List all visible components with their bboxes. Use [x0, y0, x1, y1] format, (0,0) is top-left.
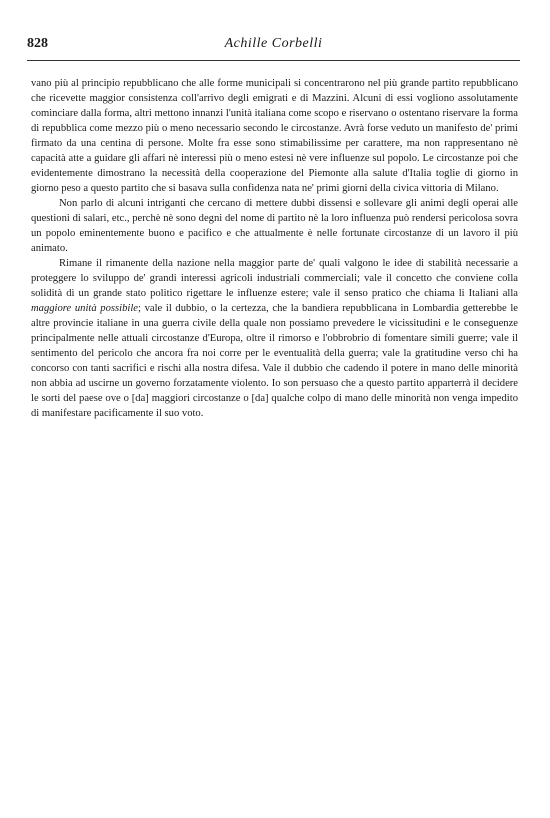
- page-number: 828: [27, 36, 48, 51]
- text-run: ; vale il dubbio, o la certezza, che la bandiera repubblicana in Lombardia getterebbe le altre provincie italiane in una guerra civile della quale non possiamo prevedere le vicissitudini e le conseguenze principalmente nelle attuali circostanze d'Europa, oltre il rimorso e l'obbrobrio di fomentare simili guerre; vale il sentimento del pericolo che ancora fra noi corre per le eventualità della guerra; vale la gratitudine verso chi ha concorso con tanti sacrifici e rischi alla nostra difesa. Vale il dubbio che cadendo il potere in mano delle minorità non abbia ad uscirne un governo forzatamente violento. Io son persuaso che a questo partito apparterrà il decidere le sorti del paese ove o [da] maggiori circostanze o [da] qualche colpo di mano delle minorità non venga impedito di manifestare pacificamente il suo voto.: [31, 303, 518, 419]
- paragraph: [31, 256, 518, 421]
- text-run: vano più al principio repubblicano che alle forme municipali si concentrarono nel più grande partito repubblicano che ricevette maggior consistenza coll'arrivo degli emigrati e di Mazzini. Alcuni di essi vogliono assolutamente cominciare dalla forma, altri mettono innanzi l'unità italiana come scopo e riservano o ostentano riservare la forma di repubblica come mezzo più o meno necessario secondo le circostanze. Avrà forse veduto un manifesto de' primi firmato da una centina di persone. Molte fra esse sono stimabilissime per carattere, ma non rappresentano nè capacità atte a guidare gli affari nè interessi più o meno estesi nè vere influenze sul popolo. Le circostanze poi che evidentemente dimostrano la necessità della cooperazione del Piemonte alla salute d'Italia toglie di giorno in giorno peso a questo partito che si basava sulla confidenza nata ne' primi giorni della civica vittoria di Milano.: [31, 78, 518, 194]
- text-run: Non parlo di alcuni intriganti che cercano di mettere dubbi dissensi e sollevare gli animi degli operai alle questioni di salari, etc., perchè nè sono degni del nome di partito nè la loro influenza può rendersi pericolosa sovra un popolo eminentemente buono e pacifico e che attualmente è nelle fortunate circostanze di un lavoro il più animato.: [31, 198, 518, 254]
- text-run: Rimane il rimanente della nazione nella maggior parte de' quali valgono le idee di stabilità necessarie a proteggere lo sviluppo de' grandi interessi agricoli industriali commerciali; vale il concetto che conviene colla solidità di un grande stato politico rigettare le influenze estere; vale il senso pratico che chiama li Italiani alla: [31, 258, 518, 299]
- page-header: [27, 36, 520, 58]
- body-text: [31, 76, 518, 421]
- header-rule: [27, 60, 520, 61]
- running-head: Achille Corbelli: [224, 36, 323, 51]
- paragraph: [31, 196, 518, 256]
- paragraph: [31, 76, 518, 196]
- italic-run: maggiore unità possibile: [31, 303, 138, 314]
